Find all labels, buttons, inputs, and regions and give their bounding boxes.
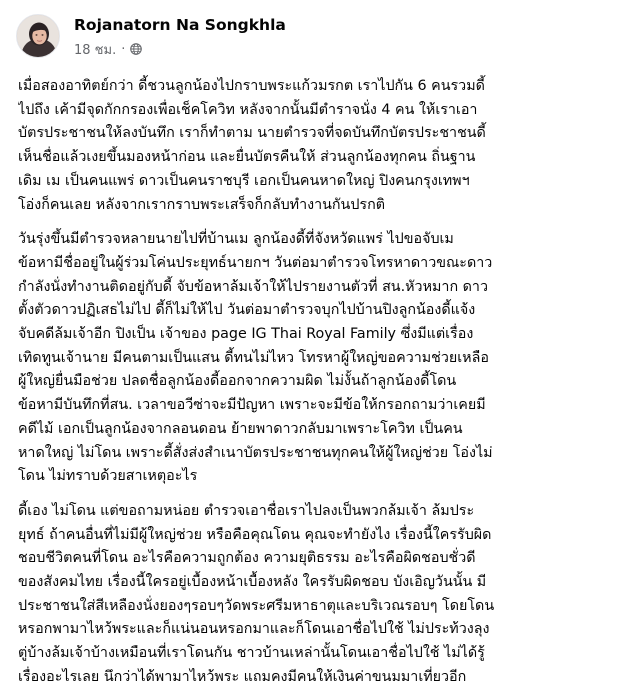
globe-icon[interactable]: [130, 43, 142, 55]
text-line: ผู้ใหญ่ยื่นมือช่วย ปลดชื่อลูกน้องดี้ออกจากความผิด ไม่งั้นถ้าลูกน้องดี้โดน: [18, 373, 457, 390]
author-name[interactable]: Rojanatorn Na Songkhla: [74, 16, 286, 34]
text-line: ตู่บ้างล้มเจ้าบ้างเหมือนที่เราโดนกัน ชาวบ้านเหล่านั้นโดนเอาชื่อไปใช้ ไม่ได้รู้: [18, 645, 485, 662]
post-meta: [74, 40, 142, 58]
text-line: ไปถึง เค้ามีจุดกักกรองเพื่อเช็คโควิท หลังจากนั้นมีตำราจนั่ง 4 คน ให้เราเอา: [18, 101, 478, 118]
text-line: วันรุ่งขึ้นมีตำรวจหลายนายไปที่บ้านเม ลูกน้องดี้ที่จังหวัดแพร่ ไปขอจับเม: [18, 231, 454, 248]
post-text: [18, 75, 608, 699]
meta-separator: ·: [121, 41, 126, 57]
post-paragraph-1: [18, 75, 608, 217]
text-line: เรื่องอะไรเลย นึกว่าได้พามาไหว้พระ แถมคงมีคนให้เงินค่าขนมมาเที่ยวอีก: [18, 668, 467, 685]
post-time[interactable]: 18 ชม.: [74, 42, 117, 58]
text-line: บัตรประชาชนให้ลงบันทึก เราก็ทำตาม นายตำรวจที่จดบันทึกบัตรประชาชนดี้: [18, 125, 486, 142]
text-line: คดีไม้ เอกเป็นลูกน้องจากลอนดอน ย้ายพาดาวกลับมาเพราะโควิท เป็นคน: [18, 420, 463, 437]
text-line: ประชาชนใส่สีเหลืองนั่งยองๆรอบๆวัดพระศรีมหาธาตุและบริเวณรอบๆ โดยโดน: [18, 597, 495, 614]
text-line: ดี้เอง ไม่โดน แต่ขอถามหน่อย ตำรวจเอาชื่อเราไปลงเป็นพวกล้มเจ้า ล้มประ: [18, 502, 475, 519]
text-line: ของสังคมไทย เรื่องนี้ใครอยู่เบื้องหน้าเบื้องหลัง ใครรับผิดชอบ บังเอิญวันนั้น มี: [18, 574, 487, 591]
text-line: เมื่อสองอาทิตย์กว่า ดี้ชวนลูกน้องไปกราบพระแก้วมรกต เราไปกัน 6 คนรวมดี้: [18, 78, 485, 94]
text-line: เดิม เม เป็นคนแพร่ ดาวเป็นคนราชบุรี เอกเป็นคนหาดใหญ่ ปิงคนกรุงเทพฯ: [18, 172, 470, 189]
text-line: จับคดีล้มเจ้าอีก ปิงเป็น เจ้าของ page IG Thai Royal Family ซึ่งมีแต่เรื่อง: [18, 326, 474, 343]
text-line: ข้อหามีบันทึกที่สน. เวลาขอวีซ่าจะมีปัญหา เพราะจะมีข้อให้กรอกถามว่าเคยมี: [18, 397, 486, 414]
avatar-photo-icon: [17, 15, 60, 58]
text-line: หรอกพามาไหว้พระและก็แน่นอนหรอกมาและก็โดนเอาชื่อไปใช้ ไม่ประท้วงลุง: [18, 621, 490, 638]
text-line: โดน ไม่ทราบด้วยสาเหตุอะไร: [18, 468, 198, 485]
text-line: ข้อหามีชื่ออยู่ในผู้ร่วมโค่นประยุทธ์นายกฯ วันต่อมาตำรวจโทรหาดาวขณะดาว: [18, 254, 493, 271]
text-line: ยุทธ์ ถ้าคนอื่นที่ไม่มีผู้ใหญ่ช่วย หรือคือคุณโดน คุณจะทำยังไง เรื่องนี้ใครรับผิด: [18, 526, 492, 543]
text-line: ตั้งตัวดาวปฏิเสธไม่ไป ดี้ก็ไม่ให้ไป วันต่อมาตำรวจบุกไปบ้านปิงลูกน้องดี้แจ้ง: [18, 302, 476, 319]
text-line: เห็นชื่อแล้วเงยขึ้นมองหน้าก่อน และยื่นบัตรคืนให้ ส่วนลูกน้องทุกคน ถิ่นฐาน: [18, 149, 476, 166]
text-line: เทิดทูนเจ้านาย มีคนตามเป็นแสน ดี้ทนไม่ไหว โทรหาผู้ใหญ่ขอความช่วยเหลือ: [18, 349, 489, 366]
text-line: กำลังนั่งทำงานติดอยู่กับดี้ จับข้อหาล้มเจ้าให้ไปรายงานตัวที่ สน.หัวหมาก ดาว: [18, 278, 488, 295]
text-line: ชอบชีวิตคนที่โดน อะไรคือความถูกต้อง ความยุติธรรม อะไรคือผิดชอบชั่วดี: [18, 550, 476, 567]
text-line: โอ่งก็คนเลย หลังจากเรากราบพระเสร็จก็กลับทำงานกันปรกติ: [18, 196, 386, 213]
post-paragraph-2: [18, 228, 608, 489]
post-paragraph-3: [18, 500, 608, 690]
post-header: [16, 14, 606, 62]
avatar[interactable]: [16, 14, 60, 58]
text-line: หาดใหญ่ ไม่โดน เพราะดี้สั่งส่งสำเนาบัตรประชาชนทุกคนให้ผู้ใหญ่ช่วย โอ่งไม่: [18, 444, 493, 461]
